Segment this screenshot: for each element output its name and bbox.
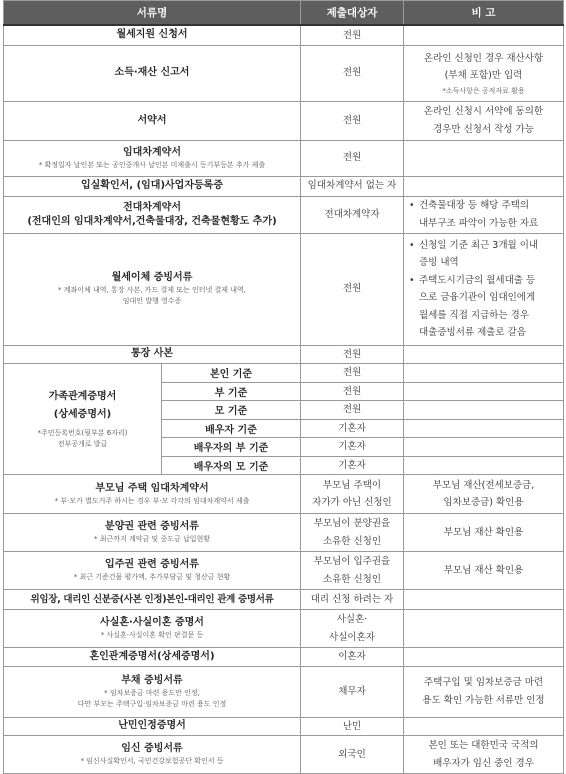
- family-sub-label: 배우자의 모 기준: [162, 456, 301, 475]
- remark: [404, 401, 564, 420]
- remark-line: 본인 또는 대한민국 국적의: [428, 740, 539, 751]
- table-row: [4, 196, 564, 233]
- table-row: [4, 364, 564, 383]
- family-sub-label: 모 기준: [162, 401, 301, 420]
- target-line: 소유한 신청인: [322, 573, 382, 585]
- remark-line: 주택구입 및 임차보증금 마련: [423, 677, 544, 688]
- document-name: 위임장, 대리인 신분증(사본 인정)본인-대리인 관계 증명서류: [4, 590, 301, 610]
- remark: [404, 176, 564, 196]
- remark: [404, 717, 564, 736]
- remark: [404, 438, 564, 457]
- remark: [404, 140, 564, 176]
- document-note: *주민등록번호(뒷부분 6자리): [37, 429, 128, 437]
- remark: [404, 666, 564, 717]
- document-note: * 최근 기준건물 평가액, 추가부담금 및 청산금 현황: [73, 573, 231, 581]
- submission-target: 외국인: [301, 736, 404, 774]
- document-name: 임신 증빙서류: [121, 743, 183, 754]
- document-name: 혼인관계증명서(상세증명서): [4, 648, 301, 667]
- document-name: 분양권 관련 증빙서류: [105, 521, 199, 532]
- submission-target: 전원: [301, 101, 404, 140]
- document-table: [3, 0, 564, 774]
- submission-target: 채무자: [301, 666, 404, 717]
- table-row: [4, 45, 564, 101]
- remark-line: 배우자가 임신 중인 경우: [433, 757, 534, 769]
- family-sub-label: 배우자의 부 기준: [162, 438, 301, 457]
- document-note: 임대인 발행 영수증: [122, 297, 182, 305]
- table-row: [4, 25, 564, 45]
- family-cert-cell: [4, 364, 162, 475]
- family-sub-label: 본인 기준: [162, 364, 301, 383]
- target-line: 소유한 신청인: [322, 535, 382, 547]
- document-note: * 임신사실확인서, 국민건강보험공단 확인서 등: [80, 757, 224, 765]
- document-name-cell: [4, 666, 301, 717]
- table-row: [4, 345, 564, 364]
- header-document-name: 서류명: [4, 1, 301, 26]
- remark-bullet: [408, 272, 559, 342]
- remark-note: *소득사항은 공적자료 활용: [442, 86, 525, 95]
- table-row: [4, 140, 564, 176]
- remark-line: 온라인 신청시 서약에 동의한: [423, 106, 544, 117]
- document-name: 월세지원 신청서: [4, 25, 301, 45]
- submission-target: 기혼자: [301, 456, 404, 475]
- document-name: 가족관계증명서: [48, 391, 117, 402]
- document-note: 전부공개로 발급: [57, 440, 108, 448]
- submission-target: [301, 514, 404, 552]
- table-row: [4, 176, 564, 196]
- remark: [404, 345, 564, 364]
- document-name-cell: [4, 233, 301, 345]
- submission-target: 대리 신청 하려는 자: [301, 590, 404, 610]
- table-row: [4, 736, 564, 774]
- remark: 부모님 재산 확인용: [404, 552, 564, 590]
- table-row: [4, 475, 564, 514]
- submission-target: 기혼자: [301, 419, 404, 438]
- table-row: [4, 552, 564, 590]
- document-name-cell: [4, 140, 301, 176]
- submission-target: 전원: [301, 401, 404, 420]
- document-name-sub: (상세증명서): [53, 409, 112, 420]
- table-header-row: [4, 1, 564, 26]
- remark: [404, 736, 564, 774]
- submission-target: 전원: [301, 382, 404, 401]
- table-row: [4, 233, 564, 345]
- remark: [404, 101, 564, 140]
- table-row: [4, 717, 564, 736]
- remark: [404, 590, 564, 610]
- document-name-cell: [4, 552, 301, 590]
- remark-line: • 신청일 기준 최근 3개월 이내: [419, 239, 539, 251]
- remark-line: 으로 금융기관이 임대인에게: [419, 292, 536, 303]
- table-row: [4, 610, 564, 648]
- submission-target: 전원: [301, 233, 404, 345]
- remark: 부모님 재산 확인용: [404, 514, 564, 552]
- header-remark: 비 고: [404, 1, 564, 26]
- table-row: [4, 101, 564, 140]
- document-name: 월세이체 증빙서류: [111, 272, 193, 283]
- remark-line: 월세를 직접 지급하는 경우: [419, 309, 530, 321]
- document-note: * 사실혼·사실이혼 확인 판결문 등: [100, 631, 204, 639]
- target-line: 자가가 아닌 신청인: [312, 497, 392, 508]
- remark-line: 임차보증금) 확인용: [443, 497, 524, 508]
- table-row: [4, 666, 564, 717]
- remark: [404, 364, 564, 383]
- document-name: 소득·재산 신고서: [4, 45, 301, 101]
- document-name: 전대차계약서: [123, 201, 181, 213]
- remark: [404, 456, 564, 475]
- remark: [404, 382, 564, 401]
- document-note: * 확정일자 날인본 또는 공인중개사 날인본 미제출시 등기부등본 추가 제출: [38, 160, 266, 169]
- family-sub-label: 부 기준: [162, 382, 301, 401]
- submission-target: 전원: [301, 364, 404, 383]
- remark-line: 용도 확인 가능한 서류만 인정: [422, 694, 545, 706]
- submission-target: 임대차계약서 없는 자: [301, 176, 404, 196]
- document-name: 사실혼·사실이혼 증명서: [100, 617, 204, 628]
- document-name-cell: [4, 736, 301, 774]
- document-name: 난민인정증명서: [4, 717, 301, 736]
- submission-target: [301, 610, 404, 648]
- remark-line: 온라인 신청인 경우 재산사항: [423, 52, 544, 64]
- remark: [404, 648, 564, 667]
- document-name-cell: [4, 610, 301, 648]
- target-line: 부모님이 입주권을: [313, 556, 391, 567]
- document-name: 통장 사본: [4, 345, 301, 364]
- document-name-cell: [4, 475, 301, 514]
- remark: [404, 475, 564, 514]
- document-note: * 최근까지 계약금 및 중도금 납입현황: [93, 535, 211, 543]
- remark-bullet: [408, 197, 559, 232]
- remark: [404, 610, 564, 648]
- table-row: [4, 648, 564, 667]
- remark-line: • 주택도시기금의 월세대출 등: [419, 274, 536, 286]
- document-name: 부모님 주택 임대차계약서: [95, 482, 209, 494]
- submission-target: 전원: [301, 25, 404, 45]
- submission-target: 전대차계약자: [301, 196, 404, 233]
- remark: [404, 419, 564, 438]
- remark: [404, 25, 564, 45]
- document-name: 서약서: [4, 101, 301, 140]
- remark-line: 내부구조 파악이 가능한 자료: [419, 217, 539, 229]
- target-line: 부모님이 분양권을: [313, 518, 391, 529]
- remark: [404, 45, 564, 101]
- document-name: 임대차계약서: [123, 146, 181, 158]
- document-note: * 임차보증금 마련 용도만 인정,: [104, 688, 200, 697]
- document-name-cell: [4, 514, 301, 552]
- target-line: 사실이혼자: [329, 631, 375, 643]
- document-note: * 부·모가 별도거주 하시는 경우 부·모 각각의 임대차계약서 제출: [54, 496, 250, 505]
- document-note: * 계좌이체 내역, 통장 사본, 카드 결제 또는 인터넷 결제 내역,: [58, 286, 246, 294]
- remark-line: • 건축물대장 등 해당 주택의: [419, 200, 530, 211]
- document-name-cell: [4, 196, 301, 233]
- submission-target: 난민: [301, 717, 404, 736]
- submission-target: 전원: [301, 140, 404, 176]
- remark-line: (부채 포함)만 입력: [444, 70, 523, 81]
- remark-line: 증빙 내역: [419, 257, 459, 268]
- remark: [404, 196, 564, 233]
- remark-bullet: [408, 237, 559, 272]
- submission-target: [301, 552, 404, 590]
- document-name: 입주권 관련 증빙서류: [105, 559, 199, 570]
- target-line: 부모님 주택이: [322, 479, 382, 491]
- header-target: 제출대상자: [301, 1, 404, 26]
- document-note: 다만 부모는 주택구입·임차보증금 마련 용도 인정: [77, 699, 227, 708]
- table-row: [4, 590, 564, 610]
- table-row: [4, 514, 564, 552]
- submission-target: 전원: [301, 45, 404, 101]
- remark-line: 부모님 재산(전세보증금,: [432, 479, 535, 491]
- document-name: 부채 증빙서류: [121, 674, 183, 686]
- target-line: 사실혼·: [336, 614, 368, 625]
- remark-line: 경우만 신청서 작성 가능: [433, 123, 534, 135]
- family-sub-label: 배우자 기준: [162, 419, 301, 438]
- document-name: 입실확인서, (임대)사업자등록증: [4, 176, 301, 196]
- remark: [404, 233, 564, 345]
- submission-target: 기혼자: [301, 438, 404, 457]
- submission-target: 이혼자: [301, 648, 404, 667]
- document-name-sub: (전대인의 임대차계약서,건축물대장, 건축물현황도 추가): [27, 215, 277, 227]
- submission-target: 전원: [301, 345, 404, 364]
- remark-line: 대출증빙서류 제출로 갈음: [419, 327, 526, 338]
- submission-target: [301, 475, 404, 514]
